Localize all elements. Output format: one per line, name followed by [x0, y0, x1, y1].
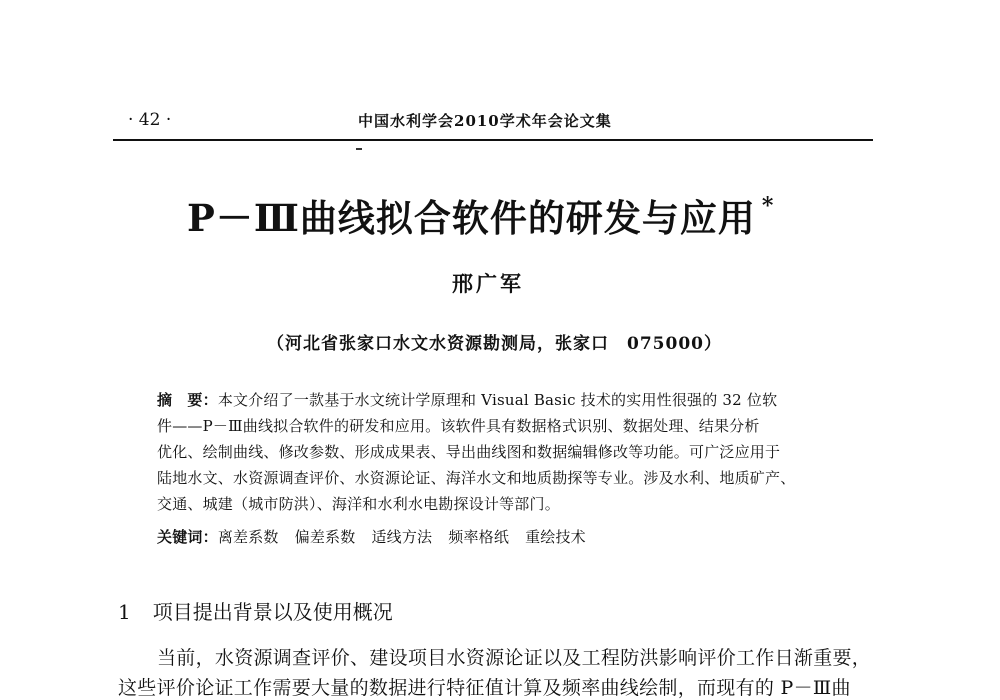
title-footnote-mark: * — [761, 193, 775, 219]
abstract-line: 交通、城建（城市防洪）、海洋和水利水电勘探设计等部门。 — [157, 495, 560, 513]
page-number: · 42 · — [128, 110, 172, 130]
body-text-line: 当前，水资源调查评价、建设项目水资源论证以及工程防洪影响评价工作日渐重要， — [157, 647, 872, 669]
keyword: 频率格纸 — [448, 528, 510, 546]
abstract-line: 优化、绘制曲线、修改参数、形成成果表、导出曲线图和数据编辑修改等功能。可广泛应用于 — [157, 443, 781, 461]
paper-title-text: P－Ⅲ曲线拟合软件的研发与应用 — [187, 196, 756, 240]
section-heading — [118, 596, 393, 625]
abstract-label: 摘 要： — [157, 391, 218, 409]
abstract-text: 本文介绍了一款基于水文统计学原理和 Visual Basic 技术的实用性很强的 32 位软 — [217, 391, 778, 409]
keywords-label: 关键词： — [157, 528, 218, 546]
author-name: 邢广军 — [452, 271, 524, 296]
body-text-line: 这些评价论证工作需要大量的数据进行特征值计算及频率曲线绘制，而现有的 P－Ⅲ曲 — [118, 677, 851, 699]
section-number: 1 — [118, 600, 131, 624]
keyword: 适线方法 — [371, 528, 433, 546]
abstract-line — [157, 389, 777, 410]
keyword: 偏差系数 — [294, 528, 356, 546]
abstract-line: 件——P－Ⅲ曲线拟合软件的研发和应用。该软件具有数据格式识别、数据处理、结果分析 — [157, 417, 760, 435]
running-header: 中国水利学会2010学术年会论文集 — [358, 112, 612, 130]
author-affiliation: （河北省张家口水文水资源勘测局，张家口 075000） — [267, 334, 722, 354]
keywords — [157, 526, 602, 547]
keyword: 重绘技术 — [525, 528, 586, 546]
header-rule — [113, 139, 873, 141]
section-title: 项目提出背景以及使用概况 — [152, 600, 393, 624]
keyword: 离差系数 — [217, 528, 279, 546]
abstract-line: 陆地水文、水资源调查评价、水资源论证、海洋水文和地质勘探等专业。涉及水利、地质矿产、 — [157, 469, 796, 487]
header-tick-mark — [356, 148, 362, 150]
paper-title — [187, 188, 774, 242]
